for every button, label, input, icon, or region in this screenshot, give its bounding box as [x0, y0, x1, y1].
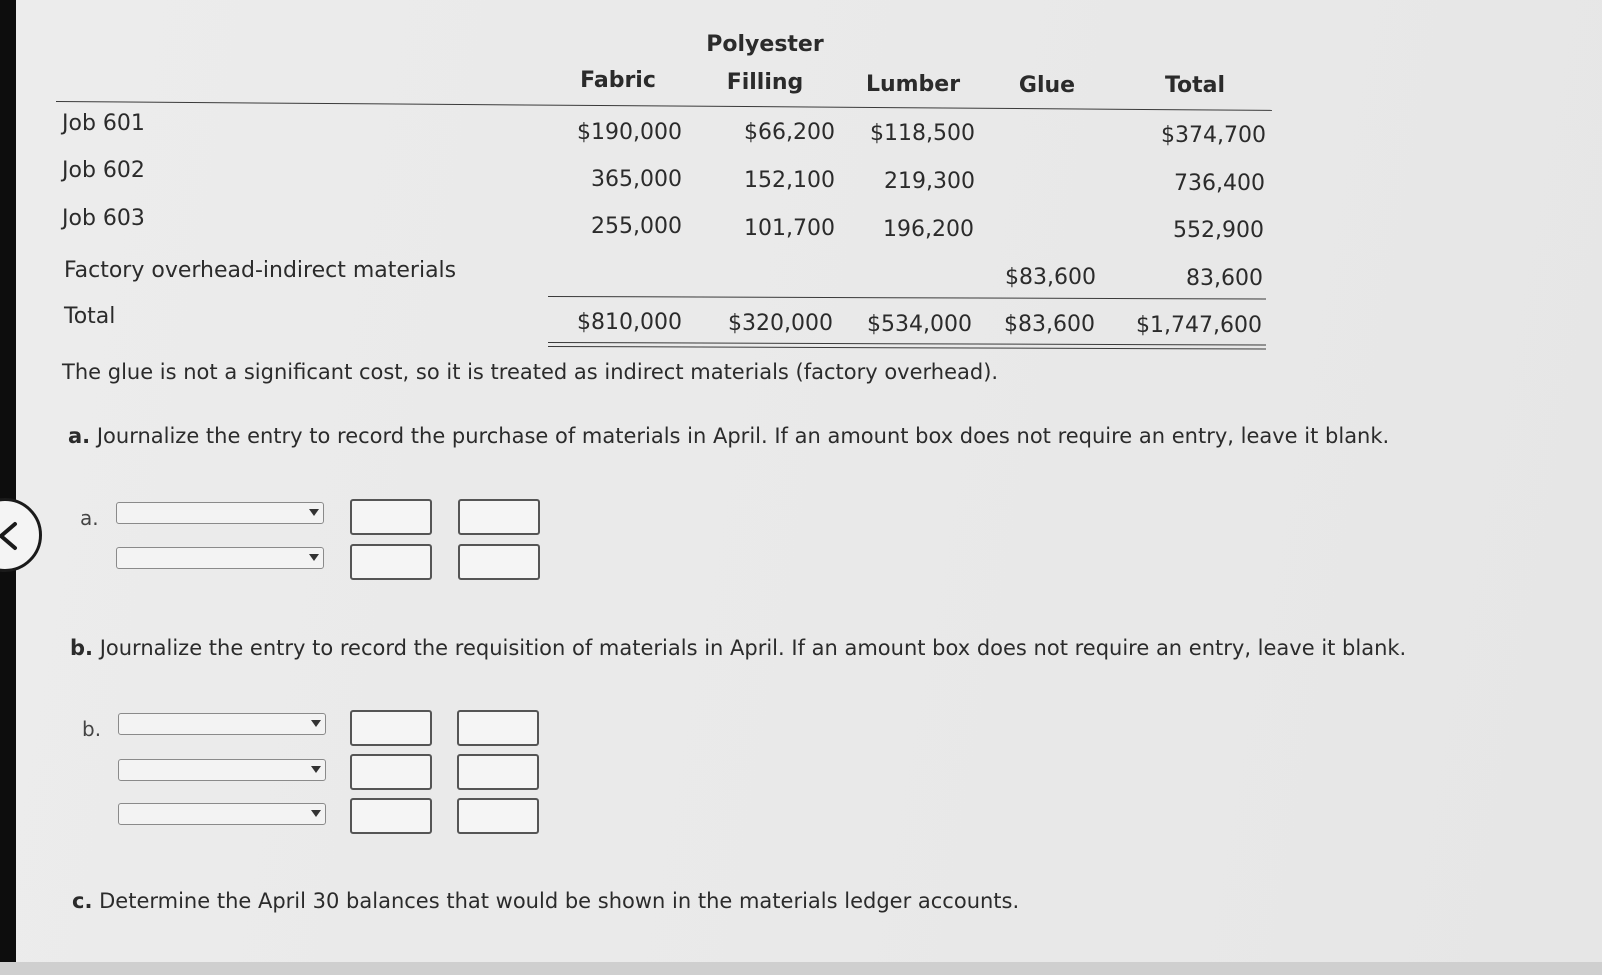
question-a-letter: a.	[68, 424, 91, 448]
row-label-job-603: Job 603	[62, 206, 145, 231]
entry-b-credit-input-2[interactable]	[457, 754, 539, 790]
cell-job-602-total: 736,400	[1174, 171, 1265, 196]
bottom-edge	[0, 962, 1602, 975]
question-c-text: Determine the April 30 balances that would be shown in the materials ledger accounts.	[99, 889, 1020, 913]
header-fabric: Fabric	[580, 68, 656, 93]
cell-job-602-polyester: 152,100	[744, 168, 835, 193]
entry-a-credit-input-1[interactable]	[458, 499, 540, 535]
question-a	[68, 424, 1389, 448]
entry-a-debit-input-2[interactable]	[350, 544, 432, 580]
left-edge	[0, 0, 16, 975]
caret-down-icon	[309, 509, 319, 516]
entry-a-account-select-1[interactable]	[116, 502, 324, 524]
entry-a-debit-input-1[interactable]	[350, 499, 432, 535]
entry-b-debit-input-1[interactable]	[350, 710, 432, 746]
cell-job-601-fabric: $190,000	[577, 120, 682, 145]
cell-total-glue: $83,600	[1004, 312, 1095, 337]
caret-down-icon	[311, 810, 321, 817]
caret-down-icon	[309, 554, 319, 561]
cell-total-fabric: $810,000	[577, 310, 682, 335]
question-b-text: Journalize the entry to record the requisition of materials in April. If an amount box does not require an entry, leave it blank.	[99, 636, 1407, 660]
question-a-text: Journalize the entry to record the purchase of materials in April. If an amount box does not require an entry, leave it blank.	[96, 424, 1390, 448]
entry-b-account-select-1[interactable]	[118, 713, 326, 735]
entry-a-label: a.	[80, 506, 99, 530]
cell-grand-total: $1,747,600	[1136, 313, 1262, 338]
glue-note: The glue is not a significant cost, so it is treated as indirect materials (factory overhead).	[62, 360, 999, 384]
entry-b-debit-input-3[interactable]	[350, 798, 432, 834]
entry-b-label: b.	[82, 717, 102, 741]
header-filling: Filling	[726, 70, 804, 95]
cell-factory-overhead-glue: $83,600	[1005, 265, 1096, 290]
entry-b-credit-input-1[interactable]	[457, 710, 539, 746]
caret-down-icon	[311, 720, 321, 727]
header-glue: Glue	[1018, 73, 1076, 98]
cell-job-603-lumber: 196,200	[883, 217, 974, 242]
entry-b-account-select-3[interactable]	[118, 803, 326, 825]
total-double-underline	[548, 342, 1266, 350]
header-polyester: Polyester	[706, 32, 824, 57]
row-label-factory-overhead: Factory overhead-indirect materials	[64, 258, 457, 283]
question-b	[70, 636, 1406, 660]
entry-b-debit-input-2[interactable]	[350, 754, 432, 790]
header-rule	[56, 101, 1272, 111]
cell-job-602-fabric: 365,000	[591, 167, 682, 192]
cell-factory-overhead-total: 83,600	[1186, 266, 1263, 291]
chevron-left-icon	[0, 521, 19, 551]
subtotal-rule	[548, 296, 1266, 300]
question-b-letter: b.	[70, 636, 94, 660]
header-lumber: Lumber	[865, 72, 961, 97]
cell-job-601-total: $374,700	[1161, 123, 1266, 148]
cell-job-603-polyester: 101,700	[744, 216, 835, 241]
question-c-letter: c.	[72, 889, 93, 913]
entry-b-credit-input-3[interactable]	[457, 798, 539, 834]
header-total: Total	[1164, 73, 1226, 98]
row-label-job-602: Job 602	[62, 158, 145, 183]
cell-total-polyester: $320,000	[728, 311, 833, 336]
cell-job-601-lumber: $118,500	[870, 121, 975, 146]
cell-job-603-fabric: 255,000	[591, 214, 682, 239]
cell-job-603-total: 552,900	[1173, 218, 1264, 243]
entry-a-credit-input-2[interactable]	[458, 544, 540, 580]
caret-down-icon	[311, 766, 321, 773]
cell-total-lumber: $534,000	[867, 312, 972, 337]
question-c	[72, 889, 1019, 913]
row-label-job-601: Job 601	[62, 111, 145, 136]
previous-button[interactable]	[0, 498, 42, 572]
row-label-total: Total	[64, 304, 116, 329]
entry-b-account-select-2[interactable]	[118, 759, 326, 781]
cell-job-602-lumber: 219,300	[884, 169, 975, 194]
entry-a-account-select-2[interactable]	[116, 547, 324, 569]
cell-job-601-polyester: $66,200	[744, 120, 835, 145]
